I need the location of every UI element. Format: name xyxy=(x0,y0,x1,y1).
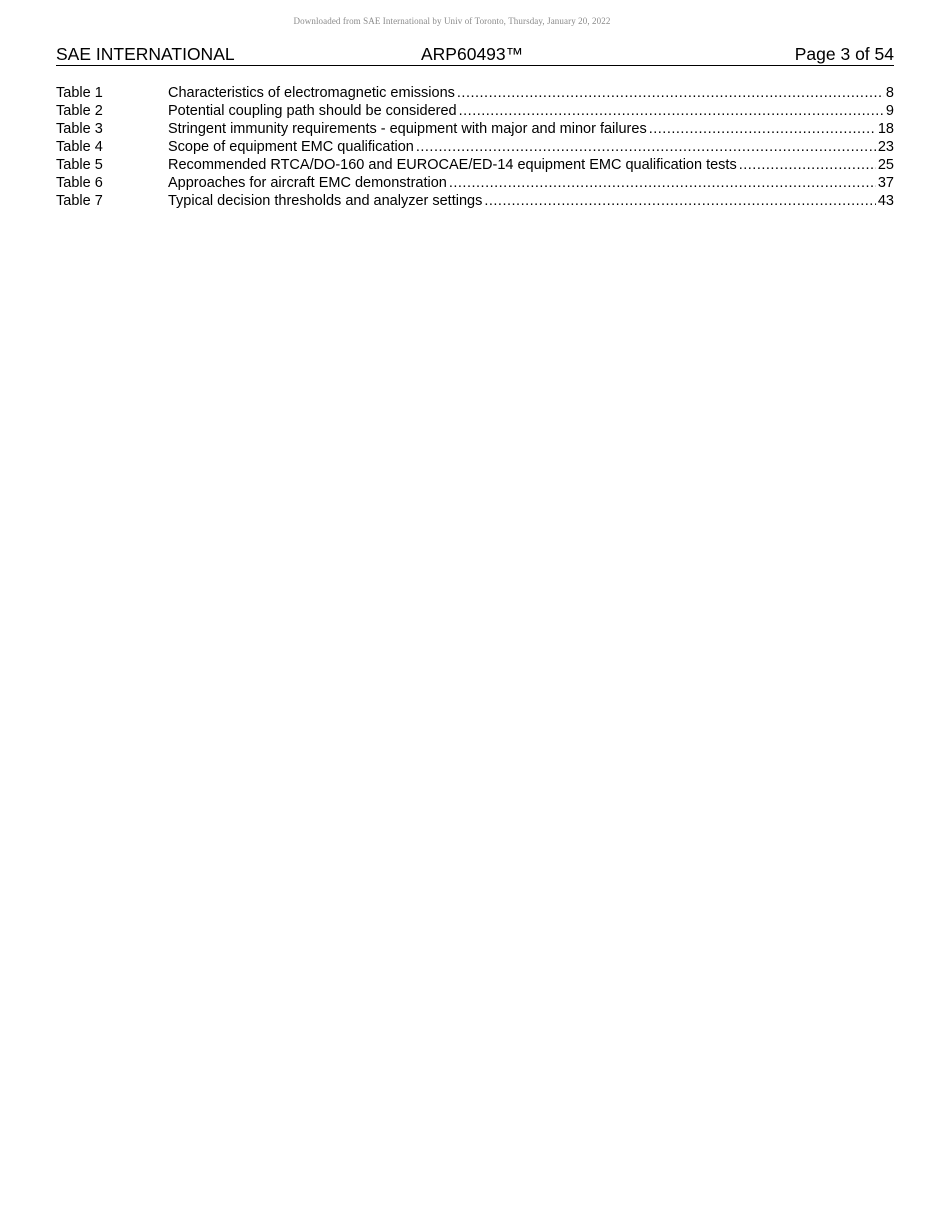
toc-entry[interactable] xyxy=(56,156,894,174)
toc-entry-title: Scope of equipment EMC qualification xyxy=(168,139,414,155)
toc-entry-title: Approaches for aircraft EMC demonstration xyxy=(168,175,447,191)
dot-leader xyxy=(484,192,876,210)
toc-entry-label: Table 3 xyxy=(56,121,103,137)
toc-entry-title: Stringent immunity requirements - equipment with major and minor failures xyxy=(168,121,647,137)
dot-leader xyxy=(649,120,876,138)
dot-leader xyxy=(449,174,876,192)
toc-entry[interactable] xyxy=(56,84,894,102)
toc-entry-title: Potential coupling path should be considered xyxy=(168,103,457,119)
toc-entry-page: 37 xyxy=(877,175,894,191)
toc-entry-label: Table 4 xyxy=(56,139,103,155)
dot-leader xyxy=(457,84,884,102)
dot-leader xyxy=(416,138,876,156)
toc-entry-page: 8 xyxy=(885,85,894,101)
toc-entry[interactable] xyxy=(56,192,894,210)
toc-entry-page: 43 xyxy=(877,193,894,209)
toc-entry-label: Table 2 xyxy=(56,103,103,119)
toc-entry[interactable] xyxy=(56,102,894,120)
toc-entry-page: 23 xyxy=(877,139,894,155)
toc-entry-label: Table 5 xyxy=(56,157,103,173)
toc-entry-title: Characteristics of electromagnetic emissions xyxy=(168,85,455,101)
running-header xyxy=(56,44,894,66)
toc-entry[interactable] xyxy=(56,174,894,192)
toc-entry-label: Table 7 xyxy=(56,193,103,209)
toc-entry-title: Typical decision thresholds and analyzer settings xyxy=(168,193,483,209)
dot-leader xyxy=(739,156,876,174)
toc-entry-title: Recommended RTCA/DO-160 and EUROCAE/ED-14 equipment EMC qualification tests xyxy=(168,157,737,173)
list-of-tables xyxy=(56,84,894,210)
page-number: Page 3 of 54 xyxy=(794,44,894,64)
toc-entry-label: Table 6 xyxy=(56,175,103,191)
toc-entry-label: Table 1 xyxy=(56,85,103,101)
download-watermark: Downloaded from SAE International by Univ of Toronto, Thursday, January 20, 2022 xyxy=(293,16,611,26)
document-number: ARP60493™ xyxy=(421,44,524,64)
toc-entry-page: 25 xyxy=(877,157,894,173)
toc-entry[interactable] xyxy=(56,138,894,156)
toc-entry[interactable] xyxy=(56,120,894,138)
toc-entry-page: 9 xyxy=(885,103,894,119)
toc-entry-page: 18 xyxy=(877,121,894,137)
organization-name: SAE INTERNATIONAL xyxy=(56,44,235,64)
dot-leader xyxy=(459,102,884,120)
